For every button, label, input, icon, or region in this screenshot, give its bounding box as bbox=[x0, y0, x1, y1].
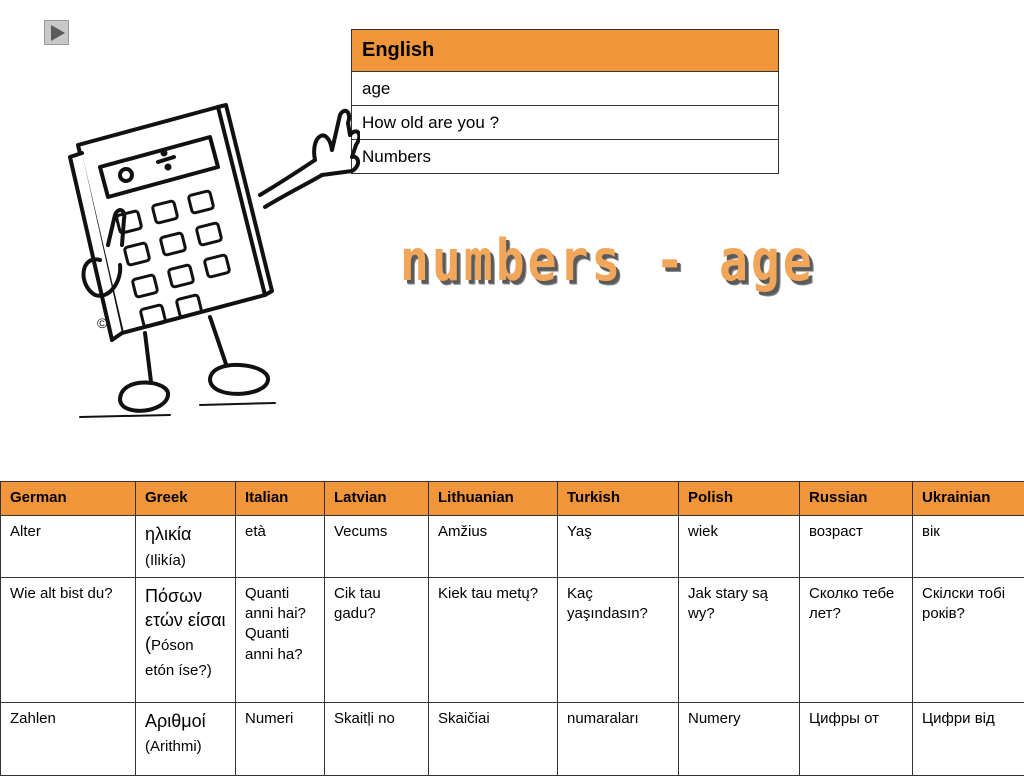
english-table bbox=[351, 29, 779, 174]
col-header-lithuanian: Lithuanian bbox=[429, 482, 558, 516]
table-row bbox=[1, 577, 1024, 702]
cell-polish: wiek bbox=[679, 516, 800, 578]
greek-transliteration: (Arithmi) bbox=[145, 738, 202, 755]
greek-transliteration: (Ilikía) bbox=[145, 552, 186, 569]
cell-latvian: Skaitļi no bbox=[325, 702, 429, 775]
col-header-turkish: Turkish bbox=[558, 482, 679, 516]
col-header-russian: Russian bbox=[800, 482, 913, 516]
table-row bbox=[1, 516, 1024, 578]
cell-ukrainian: Цифри від bbox=[913, 702, 1024, 775]
english-cell-question: How old are you ? bbox=[352, 106, 779, 140]
greek-word: Αριθμοί bbox=[145, 711, 206, 731]
cell-greek bbox=[136, 516, 236, 578]
greek-word: Πόσων ετών είσαι ( bbox=[145, 586, 225, 655]
col-header-polish: Polish bbox=[679, 482, 800, 516]
cell-lithuanian: Kiek tau metų? bbox=[429, 577, 558, 702]
cell-german: Zahlen bbox=[1, 702, 136, 775]
cell-latvian: Cik tau gadu? bbox=[325, 577, 429, 702]
english-cell-age: age bbox=[352, 72, 779, 106]
cell-latvian: Vecums bbox=[325, 516, 429, 578]
play-icon bbox=[51, 25, 65, 41]
col-header-ukrainian: Ukrainian bbox=[913, 482, 1024, 516]
cell-german: Wie alt bist du? bbox=[1, 577, 136, 702]
cell-russian: возраст bbox=[800, 516, 913, 578]
cell-italian: Quanti anni hai? Quanti anni ha? bbox=[236, 577, 325, 702]
col-header-greek: Greek bbox=[136, 482, 236, 516]
page-title-art: numbers - age bbox=[400, 228, 815, 294]
col-header-italian: Italian bbox=[236, 482, 325, 516]
table-header-row bbox=[1, 482, 1024, 516]
cell-italian: Numeri bbox=[236, 702, 325, 775]
english-cell-numbers: Numbers bbox=[352, 140, 779, 174]
greek-transliteration: Póson etón íse?) bbox=[145, 637, 212, 678]
copyright-mark: © bbox=[97, 315, 108, 331]
cell-ukrainian: Скілски тобі років? bbox=[913, 577, 1024, 702]
english-header: English bbox=[352, 30, 779, 72]
cell-russian: Сколко тебе лет? bbox=[800, 577, 913, 702]
cell-german: Alter bbox=[1, 516, 136, 578]
cell-greek bbox=[136, 577, 236, 702]
cell-turkish: Yaş bbox=[558, 516, 679, 578]
cell-polish: Numery bbox=[679, 702, 800, 775]
cell-turkish: Kaç yaşındasın? bbox=[558, 577, 679, 702]
greek-word: ηλικία bbox=[145, 524, 191, 544]
cell-italian: età bbox=[236, 516, 325, 578]
play-button[interactable] bbox=[44, 20, 69, 45]
cell-lithuanian: Skaičiai bbox=[429, 702, 558, 775]
cell-polish: Jak stary są wy? bbox=[679, 577, 800, 702]
cell-russian: Цифры от bbox=[800, 702, 913, 775]
translation-table bbox=[0, 481, 1024, 776]
cell-ukrainian: вік bbox=[913, 516, 1024, 578]
col-header-latvian: Latvian bbox=[325, 482, 429, 516]
cell-greek bbox=[136, 702, 236, 775]
table-row bbox=[1, 702, 1024, 775]
calculator-clipart bbox=[60, 95, 360, 430]
cell-lithuanian: Amžius bbox=[429, 516, 558, 578]
cell-turkish: numaraları bbox=[558, 702, 679, 775]
col-header-german: German bbox=[1, 482, 136, 516]
